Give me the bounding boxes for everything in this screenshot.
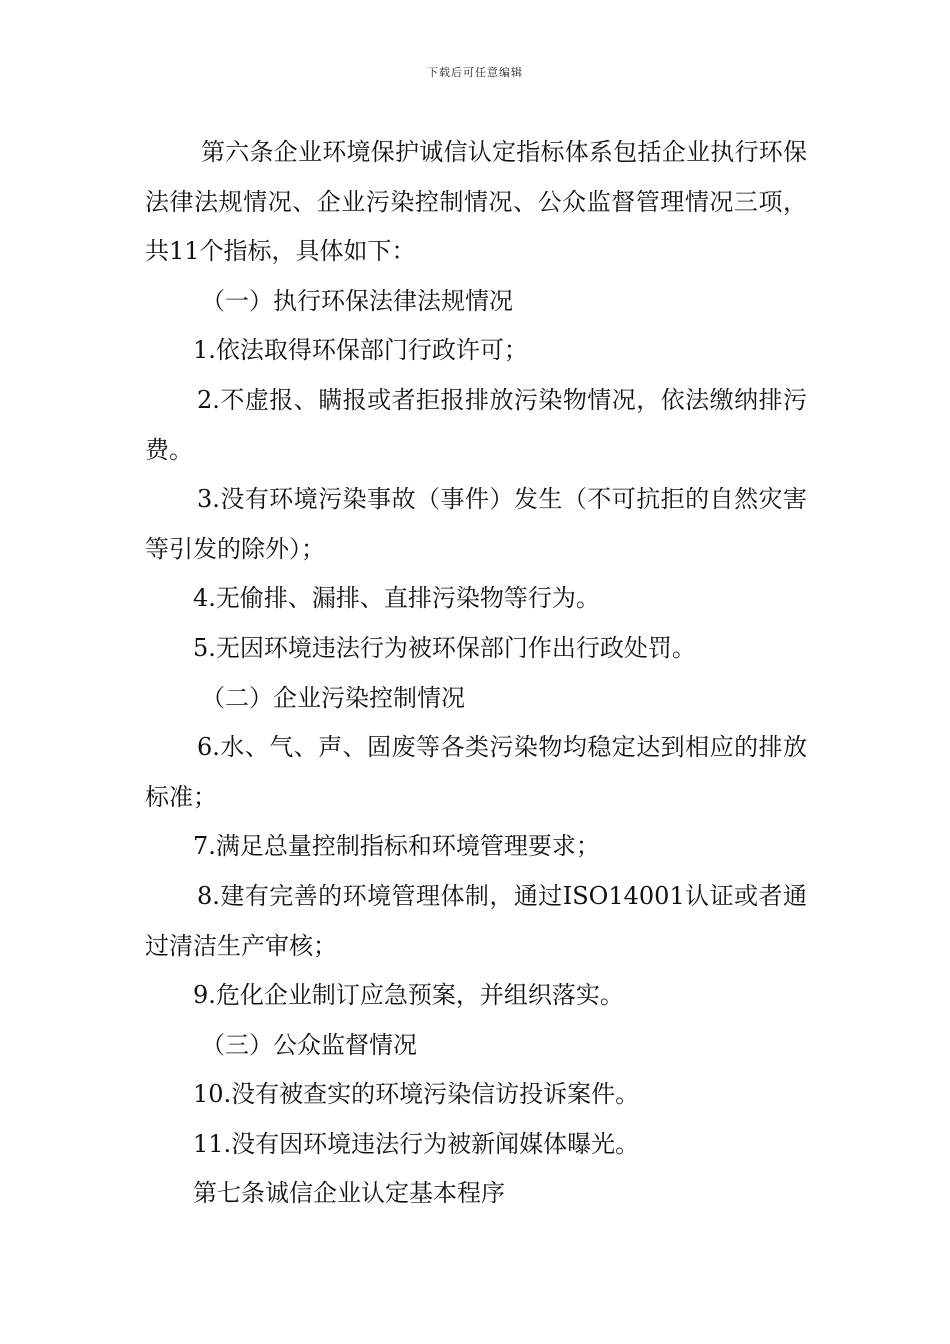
list-item-2: 2.不虚报、瞒报或者拒报排放污染物情况，依法缴纳排污费。 (145, 385, 807, 464)
list-item-8: 8.建有完善的环境管理体制，通过ISO14001认证或者通过清洁生产审核； (145, 881, 807, 960)
list-item-7: 7.满足总量控制指标和环境管理要求； (193, 832, 600, 861)
list-item-11: 11.没有因环境违法行为被新闻媒体曝光。 (193, 1129, 640, 1158)
list-item-5: 5.无因环境违法行为被环保部门作出行政处罚。 (193, 633, 696, 662)
document-body (145, 128, 807, 1219)
section-1-heading: （一）执行环保法律法规情况 (201, 286, 513, 315)
article-7-heading: 第七条诚信企业认定基本程序 (193, 1179, 505, 1208)
list-item-1: 1.依法取得环保部门行政许可； (193, 336, 528, 365)
article-6-paragraph: 第六条企业环境保护诚信认定指标体系包括企业执行环保法律法规情况、企业污染控制情况、公众监督管理情况三项，共11个指标，具体如下： (145, 138, 807, 266)
list-item-10: 10.没有被查实的环境污染信访投诉案件。 (193, 1080, 640, 1109)
list-item-4: 4.无偷排、漏排、直排污染物等行为。 (193, 584, 600, 613)
list-item-6: 6.水、气、声、固废等各类污染物均稳定达到相应的排放标准； (145, 733, 807, 811)
section-2-heading: （二）企业污染控制情况 (201, 683, 465, 712)
list-item-3: 3.没有环境污染事故（事件）发生（不可抗拒的自然灾害等引发的除外）； (145, 485, 807, 563)
section-3-heading: （三）公众监督情况 (201, 1030, 417, 1059)
page-header: 下载后可任意编辑 (427, 66, 523, 79)
list-item-9: 9.危化企业制订应急预案，并组织落实。 (193, 981, 624, 1010)
